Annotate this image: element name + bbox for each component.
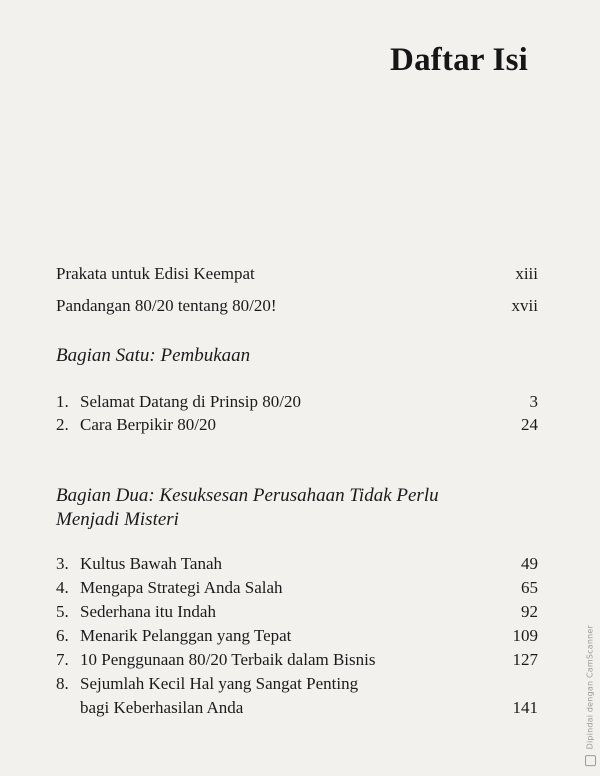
toc-entry-chapter-4[interactable] <box>56 576 538 600</box>
toc-entry-chapter-8-continued[interactable] <box>56 696 538 720</box>
toc-entry-page: xvii <box>511 296 538 315</box>
toc-entry-number: 3. <box>56 554 69 573</box>
toc-entry-label: Pandangan 80/20 tentang 80/20! <box>56 296 277 315</box>
toc-entry-view[interactable] <box>56 294 538 318</box>
toc-entry-page: 3 <box>529 392 538 411</box>
toc-entry-number: 8. <box>56 674 69 693</box>
toc-entry-page: 24 <box>521 415 538 434</box>
toc-entry-page: xiii <box>515 264 538 283</box>
toc-entry-label: Selamat Datang di Prinsip 80/20 <box>80 392 301 411</box>
toc-entry-chapter-8[interactable] <box>56 672 538 696</box>
scanner-watermark <box>585 625 596 766</box>
toc-entry-label: Prakata untuk Edisi Keempat <box>56 264 255 283</box>
toc-entry-label: Sejumlah Kecil Hal yang Sangat Penting <box>80 674 359 693</box>
part-one-heading: Bagian Satu: Pembukaan <box>56 345 251 366</box>
toc-entry-label: 10 Penggunaan 80/20 Terbaik dalam Bisnis <box>80 650 376 669</box>
toc-entry-label-line-2: bagi Keberhasilan Anda <box>80 698 244 717</box>
toc-entry-chapter-6[interactable] <box>56 624 538 648</box>
toc-entry-preface[interactable] <box>56 262 538 286</box>
part-two-heading-line-1: Bagian Dua: Kesuksesan Perusahaan Tidak Perlu <box>56 485 439 506</box>
page-title: Daftar Isi <box>390 42 528 78</box>
toc-entry-number: 1. <box>56 392 69 411</box>
toc-entry-number: 2. <box>56 415 69 434</box>
toc-entry-page: 92 <box>521 602 538 621</box>
part-two-heading-line-2: Menjadi Misteri <box>56 509 179 530</box>
toc-entry-number: 5. <box>56 602 69 621</box>
toc-entry-number: 6. <box>56 626 69 645</box>
toc-entry-chapter-2[interactable] <box>56 413 538 437</box>
toc-entry-chapter-1[interactable] <box>56 390 538 414</box>
watermark-text: Dipindai dengan CamScanner <box>585 624 595 750</box>
camscanner-icon <box>585 755 596 766</box>
toc-entry-page: 49 <box>521 554 538 573</box>
toc-entry-label: Mengapa Strategi Anda Salah <box>80 578 283 597</box>
toc-entry-label: Sederhana itu Indah <box>80 602 216 621</box>
toc-entry-label: Menarik Pelanggan yang Tepat <box>80 626 292 645</box>
toc-entry-number: 4. <box>56 578 69 597</box>
toc-entry-page: 109 <box>512 626 538 645</box>
toc-entry-chapter-7[interactable] <box>56 648 538 672</box>
toc-entry-page: 65 <box>521 578 538 597</box>
toc-entry-page: 127 <box>512 650 538 669</box>
toc-entry-number: 7. <box>56 650 69 669</box>
toc-entry-page: 141 <box>512 698 538 717</box>
toc-entry-label: Kultus Bawah Tanah <box>80 554 223 573</box>
toc-entry-chapter-5[interactable] <box>56 600 538 624</box>
toc-entry-label: Cara Berpikir 80/20 <box>80 415 216 434</box>
toc-entry-chapter-3[interactable] <box>56 552 538 576</box>
